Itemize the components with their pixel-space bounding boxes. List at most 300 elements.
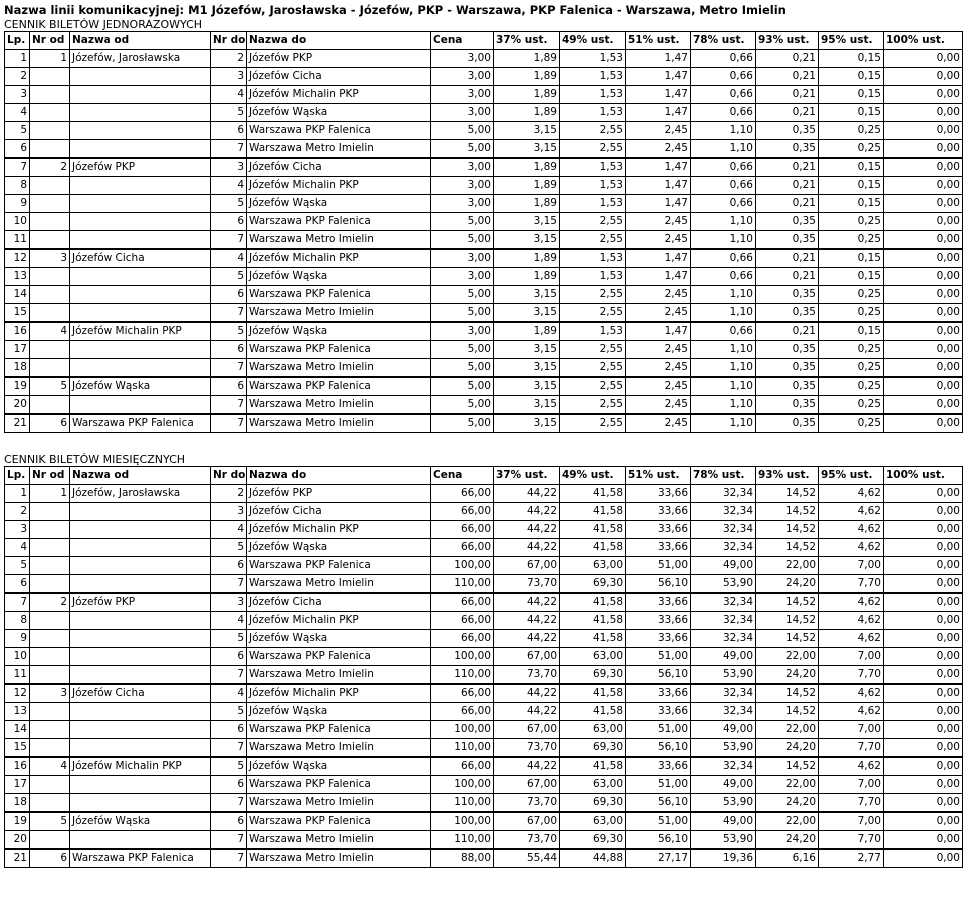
cell-price: 1,10 xyxy=(691,396,756,415)
cell-price: 0,25 xyxy=(819,396,884,415)
cell-nazwa-od: Warszawa PKP Falenica xyxy=(70,849,211,868)
cell-lp: 17 xyxy=(5,341,30,359)
cell-price: 2,45 xyxy=(626,122,691,140)
table-row xyxy=(5,849,963,868)
table-row xyxy=(5,666,963,685)
cell-price: 100,00 xyxy=(431,721,494,739)
cell-nr-od xyxy=(30,521,70,539)
cell-price: 67,00 xyxy=(494,776,560,794)
column-header: Nazwa do xyxy=(247,467,431,485)
cell-nr-od: 3 xyxy=(30,684,70,703)
cell-nazwa-do: Józefów PKP xyxy=(247,50,431,68)
cell-price: 0,00 xyxy=(884,776,963,794)
cell-price: 0,25 xyxy=(819,414,884,433)
cell-price: 1,53 xyxy=(560,177,626,195)
cell-nr-do: 5 xyxy=(211,757,247,776)
cell-nazwa-do: Warszawa PKP Falenica xyxy=(247,377,431,396)
cell-price: 49,00 xyxy=(691,721,756,739)
cell-nazwa-od: Józefów Michalin PKP xyxy=(70,757,211,776)
cell-price: 44,22 xyxy=(494,703,560,721)
cell-price: 1,89 xyxy=(494,268,560,286)
cell-price: 1,10 xyxy=(691,213,756,231)
cell-nr-od xyxy=(30,268,70,286)
cell-price: 67,00 xyxy=(494,557,560,575)
cell-price: 2,45 xyxy=(626,140,691,159)
cell-price: 5,00 xyxy=(431,286,494,304)
cell-nr-do: 5 xyxy=(211,630,247,648)
cell-nazwa-od xyxy=(70,539,211,557)
cell-nazwa-od: Józefów, Jarosławska xyxy=(70,485,211,503)
cell-price: 1,53 xyxy=(560,68,626,86)
cell-nazwa-do: Warszawa PKP Falenica xyxy=(247,812,431,831)
cell-price: 1,89 xyxy=(494,50,560,68)
cell-nazwa-od xyxy=(70,831,211,850)
cell-price: 110,00 xyxy=(431,666,494,685)
cell-lp: 20 xyxy=(5,831,30,850)
cell-nr-do: 4 xyxy=(211,249,247,268)
cell-price: 0,21 xyxy=(756,104,819,122)
cell-nr-od xyxy=(30,831,70,850)
cell-price: 32,34 xyxy=(691,503,756,521)
cell-price: 1,10 xyxy=(691,359,756,378)
column-header: Lp. xyxy=(5,32,30,50)
table-row xyxy=(5,122,963,140)
table-row xyxy=(5,231,963,250)
cell-price: 0,00 xyxy=(884,831,963,850)
cell-price: 32,34 xyxy=(691,612,756,630)
cell-price: 0,15 xyxy=(819,50,884,68)
cell-nazwa-od xyxy=(70,177,211,195)
cell-nazwa-od xyxy=(70,341,211,359)
cell-price: 22,00 xyxy=(756,557,819,575)
cell-nazwa-od xyxy=(70,521,211,539)
cell-price: 69,30 xyxy=(560,831,626,850)
table-row xyxy=(5,286,963,304)
cell-nr-od xyxy=(30,122,70,140)
cell-price: 0,15 xyxy=(819,104,884,122)
cell-price: 53,90 xyxy=(691,575,756,594)
cell-price: 1,10 xyxy=(691,377,756,396)
cell-price: 0,66 xyxy=(691,249,756,268)
column-header: 93% ust. xyxy=(756,467,819,485)
cell-nazwa-do: Józefów Wąska xyxy=(247,703,431,721)
cell-nr-do: 7 xyxy=(211,849,247,868)
cell-nr-do: 3 xyxy=(211,158,247,177)
cell-price: 0,00 xyxy=(884,86,963,104)
cell-nr-od xyxy=(30,703,70,721)
cell-nr-od xyxy=(30,794,70,813)
cell-price: 41,58 xyxy=(560,539,626,557)
cell-price: 0,66 xyxy=(691,104,756,122)
cell-lp: 1 xyxy=(5,50,30,68)
table-row xyxy=(5,739,963,758)
cell-price: 3,00 xyxy=(431,68,494,86)
cell-price: 1,47 xyxy=(626,50,691,68)
cell-price: 7,70 xyxy=(819,831,884,850)
cell-price: 0,00 xyxy=(884,213,963,231)
cell-nr-do: 7 xyxy=(211,414,247,433)
cell-price: 69,30 xyxy=(560,739,626,758)
cell-lp: 20 xyxy=(5,396,30,415)
cell-price: 0,00 xyxy=(884,703,963,721)
cell-nr-od: 4 xyxy=(30,322,70,341)
cell-price: 66,00 xyxy=(431,503,494,521)
cell-nazwa-od xyxy=(70,268,211,286)
section-title: CENNIK BILETÓW MIESIĘCZNYCH xyxy=(4,453,186,466)
cell-price: 44,22 xyxy=(494,539,560,557)
cell-nr-od xyxy=(30,231,70,250)
cell-nazwa-do: Warszawa Metro Imielin xyxy=(247,739,431,758)
cell-price: 0,00 xyxy=(884,812,963,831)
table-row xyxy=(5,575,963,594)
cell-price: 0,00 xyxy=(884,485,963,503)
cell-price: 1,89 xyxy=(494,322,560,341)
cell-price: 1,53 xyxy=(560,158,626,177)
cell-price: 5,00 xyxy=(431,231,494,250)
cell-nr-do: 6 xyxy=(211,341,247,359)
cell-lp: 13 xyxy=(5,703,30,721)
cell-price: 0,00 xyxy=(884,104,963,122)
cell-price: 0,35 xyxy=(756,414,819,433)
cell-price: 0,35 xyxy=(756,231,819,250)
cell-nazwa-do: Józefów Cicha xyxy=(247,158,431,177)
cell-price: 3,15 xyxy=(494,140,560,159)
cell-price: 0,00 xyxy=(884,177,963,195)
cell-nr-do: 5 xyxy=(211,322,247,341)
cell-nazwa-od xyxy=(70,195,211,213)
cell-nazwa-od xyxy=(70,122,211,140)
cell-price: 44,22 xyxy=(494,684,560,703)
cell-nr-do: 4 xyxy=(211,177,247,195)
price-table xyxy=(4,466,963,868)
cell-lp: 4 xyxy=(5,104,30,122)
cell-nr-od xyxy=(30,776,70,794)
cell-nazwa-od xyxy=(70,557,211,575)
cell-price: 3,15 xyxy=(494,231,560,250)
cell-price: 4,62 xyxy=(819,539,884,557)
cell-price: 0,15 xyxy=(819,268,884,286)
column-header: Nazwa do xyxy=(247,32,431,50)
cell-nazwa-od xyxy=(70,503,211,521)
cell-nr-od xyxy=(30,666,70,685)
cell-price: 73,70 xyxy=(494,794,560,813)
cell-price: 14,52 xyxy=(756,684,819,703)
cell-nr-do: 6 xyxy=(211,377,247,396)
cell-price: 27,17 xyxy=(626,849,691,868)
cell-price: 4,62 xyxy=(819,503,884,521)
cell-nr-do: 6 xyxy=(211,812,247,831)
cell-price: 2,55 xyxy=(560,231,626,250)
cell-nr-od xyxy=(30,648,70,666)
cell-price: 32,34 xyxy=(691,593,756,612)
table-row xyxy=(5,268,963,286)
cell-nazwa-do: Warszawa Metro Imielin xyxy=(247,666,431,685)
cell-price: 2,45 xyxy=(626,231,691,250)
cell-nr-od xyxy=(30,304,70,323)
cell-price: 0,35 xyxy=(756,140,819,159)
cell-price: 1,10 xyxy=(691,341,756,359)
cell-price: 0,21 xyxy=(756,86,819,104)
cell-price: 14,52 xyxy=(756,593,819,612)
table-row xyxy=(5,304,963,323)
cell-nazwa-od xyxy=(70,739,211,758)
cell-price: 0,00 xyxy=(884,849,963,868)
table-row xyxy=(5,104,963,122)
cell-price: 0,66 xyxy=(691,177,756,195)
cell-price: 44,88 xyxy=(560,849,626,868)
cell-price: 24,20 xyxy=(756,739,819,758)
cell-price: 69,30 xyxy=(560,666,626,685)
cell-price: 24,20 xyxy=(756,831,819,850)
cell-nr-od xyxy=(30,557,70,575)
cell-price: 0,00 xyxy=(884,304,963,323)
table-row xyxy=(5,557,963,575)
cell-lp: 2 xyxy=(5,503,30,521)
cell-price: 1,47 xyxy=(626,104,691,122)
cell-nazwa-od xyxy=(70,68,211,86)
cell-lp: 12 xyxy=(5,684,30,703)
cell-price: 24,20 xyxy=(756,575,819,594)
cell-price: 0,66 xyxy=(691,68,756,86)
cell-price: 56,10 xyxy=(626,794,691,813)
table-row xyxy=(5,86,963,104)
cell-nr-od xyxy=(30,104,70,122)
cell-nr-do: 6 xyxy=(211,776,247,794)
cell-price: 3,00 xyxy=(431,104,494,122)
cell-price: 0,35 xyxy=(756,213,819,231)
cell-nr-do: 4 xyxy=(211,684,247,703)
cell-price: 110,00 xyxy=(431,831,494,850)
cell-price: 33,66 xyxy=(626,630,691,648)
cell-price: 19,36 xyxy=(691,849,756,868)
cell-price: 0,25 xyxy=(819,231,884,250)
cell-nr-do: 4 xyxy=(211,86,247,104)
cell-nazwa-od xyxy=(70,213,211,231)
cell-nr-do: 6 xyxy=(211,213,247,231)
cell-price: 33,66 xyxy=(626,757,691,776)
cell-lp: 13 xyxy=(5,268,30,286)
cell-price: 0,00 xyxy=(884,539,963,557)
cell-nr-od xyxy=(30,630,70,648)
cell-price: 88,00 xyxy=(431,849,494,868)
cell-price: 33,66 xyxy=(626,539,691,557)
cell-lp: 5 xyxy=(5,557,30,575)
cell-price: 2,45 xyxy=(626,396,691,415)
column-header: Cena xyxy=(431,32,494,50)
cell-price: 33,66 xyxy=(626,485,691,503)
cell-price: 63,00 xyxy=(560,648,626,666)
cell-nr-do: 7 xyxy=(211,831,247,850)
cell-lp: 16 xyxy=(5,757,30,776)
cell-price: 63,00 xyxy=(560,776,626,794)
cell-price: 5,00 xyxy=(431,414,494,433)
cell-price: 14,52 xyxy=(756,703,819,721)
cell-price: 100,00 xyxy=(431,648,494,666)
cell-price: 3,15 xyxy=(494,286,560,304)
cell-price: 7,00 xyxy=(819,721,884,739)
cell-price: 3,00 xyxy=(431,177,494,195)
cell-price: 110,00 xyxy=(431,575,494,594)
cell-price: 24,20 xyxy=(756,666,819,685)
cell-nazwa-do: Józefów Wąska xyxy=(247,630,431,648)
cell-price: 1,47 xyxy=(626,177,691,195)
cell-price: 0,00 xyxy=(884,757,963,776)
column-header: 93% ust. xyxy=(756,32,819,50)
table-row xyxy=(5,68,963,86)
cell-price: 69,30 xyxy=(560,794,626,813)
cell-nazwa-do: Warszawa Metro Imielin xyxy=(247,849,431,868)
cell-nazwa-do: Warszawa Metro Imielin xyxy=(247,396,431,415)
cell-price: 56,10 xyxy=(626,831,691,850)
column-header: 95% ust. xyxy=(819,32,884,50)
cell-nr-od xyxy=(30,140,70,159)
cell-price: 3,15 xyxy=(494,213,560,231)
cell-nazwa-do: Józefów Michalin PKP xyxy=(247,521,431,539)
cell-price: 1,10 xyxy=(691,122,756,140)
section-gap xyxy=(4,433,975,453)
cell-nazwa-od xyxy=(70,721,211,739)
table-row xyxy=(5,812,963,831)
cell-price: 44,22 xyxy=(494,612,560,630)
cell-price: 0,21 xyxy=(756,177,819,195)
cell-price: 2,55 xyxy=(560,304,626,323)
cell-price: 22,00 xyxy=(756,812,819,831)
cell-price: 0,21 xyxy=(756,268,819,286)
cell-nr-od xyxy=(30,359,70,378)
column-header: 78% ust. xyxy=(691,467,756,485)
cell-nr-od xyxy=(30,396,70,415)
cell-price: 0,15 xyxy=(819,249,884,268)
table-row xyxy=(5,322,963,341)
cell-nazwa-do: Józefów Wąska xyxy=(247,322,431,341)
cell-nr-do: 7 xyxy=(211,575,247,594)
cell-price: 3,15 xyxy=(494,304,560,323)
cell-price: 0,25 xyxy=(819,304,884,323)
cell-price: 66,00 xyxy=(431,703,494,721)
cell-nr-od: 2 xyxy=(30,158,70,177)
cell-nazwa-od: Józefów Wąska xyxy=(70,377,211,396)
cell-price: 1,47 xyxy=(626,268,691,286)
cell-nr-do: 6 xyxy=(211,286,247,304)
cell-price: 1,53 xyxy=(560,322,626,341)
cell-nazwa-od xyxy=(70,703,211,721)
column-header: 95% ust. xyxy=(819,467,884,485)
column-header: 78% ust. xyxy=(691,32,756,50)
cell-nazwa-od: Józefów PKP xyxy=(70,593,211,612)
cell-nazwa-do: Warszawa Metro Imielin xyxy=(247,304,431,323)
cell-price: 0,00 xyxy=(884,575,963,594)
cell-price: 4,62 xyxy=(819,684,884,703)
cell-price: 66,00 xyxy=(431,521,494,539)
cell-price: 32,34 xyxy=(691,539,756,557)
cell-lp: 14 xyxy=(5,721,30,739)
cell-price: 49,00 xyxy=(691,557,756,575)
cell-price: 51,00 xyxy=(626,557,691,575)
cell-price: 66,00 xyxy=(431,485,494,503)
cell-price: 0,00 xyxy=(884,122,963,140)
cell-price: 1,10 xyxy=(691,286,756,304)
cell-nr-do: 5 xyxy=(211,703,247,721)
table-row xyxy=(5,359,963,378)
cell-price: 0,21 xyxy=(756,68,819,86)
cell-price: 1,47 xyxy=(626,86,691,104)
cell-price: 63,00 xyxy=(560,721,626,739)
cell-price: 3,00 xyxy=(431,195,494,213)
cell-nazwa-do: Warszawa Metro Imielin xyxy=(247,140,431,159)
price-table xyxy=(4,31,963,433)
table-row xyxy=(5,593,963,612)
cell-price: 5,00 xyxy=(431,359,494,378)
table-row xyxy=(5,630,963,648)
cell-lp: 19 xyxy=(5,812,30,831)
cell-price: 63,00 xyxy=(560,557,626,575)
table-row xyxy=(5,377,963,396)
cell-price: 0,15 xyxy=(819,86,884,104)
cell-price: 51,00 xyxy=(626,812,691,831)
cell-price: 7,00 xyxy=(819,648,884,666)
cell-price: 1,89 xyxy=(494,86,560,104)
cell-nazwa-do: Warszawa PKP Falenica xyxy=(247,648,431,666)
cell-nr-od: 1 xyxy=(30,485,70,503)
cell-nazwa-do: Warszawa Metro Imielin xyxy=(247,794,431,813)
cell-nazwa-do: Warszawa Metro Imielin xyxy=(247,575,431,594)
cell-price: 0,00 xyxy=(884,50,963,68)
cell-price: 0,15 xyxy=(819,177,884,195)
table-row xyxy=(5,703,963,721)
cell-price: 0,21 xyxy=(756,249,819,268)
cell-price: 3,00 xyxy=(431,50,494,68)
cell-price: 66,00 xyxy=(431,757,494,776)
cell-price: 0,00 xyxy=(884,593,963,612)
section-title: CENNIK BILETÓW JEDNORAZOWYCH xyxy=(4,18,203,31)
cell-price: 2,77 xyxy=(819,849,884,868)
cell-lp: 19 xyxy=(5,377,30,396)
cell-price: 0,00 xyxy=(884,231,963,250)
cell-price: 1,47 xyxy=(626,195,691,213)
cell-nazwa-od xyxy=(70,104,211,122)
cell-nr-do: 3 xyxy=(211,593,247,612)
cell-price: 14,52 xyxy=(756,630,819,648)
cell-price: 32,34 xyxy=(691,703,756,721)
cell-price: 0,00 xyxy=(884,268,963,286)
cell-price: 1,89 xyxy=(494,249,560,268)
cell-price: 41,58 xyxy=(560,757,626,776)
cell-price: 4,62 xyxy=(819,612,884,630)
cell-nazwa-do: Warszawa Metro Imielin xyxy=(247,359,431,378)
cell-price: 4,62 xyxy=(819,703,884,721)
cell-nr-od: 6 xyxy=(30,849,70,868)
cell-price: 0,00 xyxy=(884,630,963,648)
cell-price: 0,15 xyxy=(819,68,884,86)
cell-price: 0,35 xyxy=(756,341,819,359)
cell-nr-od xyxy=(30,503,70,521)
cell-price: 14,52 xyxy=(756,612,819,630)
cell-nazwa-od: Józefów Michalin PKP xyxy=(70,322,211,341)
cell-price: 4,62 xyxy=(819,485,884,503)
cell-price: 0,00 xyxy=(884,666,963,685)
cell-price: 0,00 xyxy=(884,249,963,268)
cell-nr-od: 5 xyxy=(30,377,70,396)
cell-price: 5,00 xyxy=(431,122,494,140)
cell-nazwa-do: Warszawa PKP Falenica xyxy=(247,213,431,231)
cell-price: 56,10 xyxy=(626,575,691,594)
cell-lp: 7 xyxy=(5,593,30,612)
cell-price: 7,70 xyxy=(819,666,884,685)
cell-price: 41,58 xyxy=(560,703,626,721)
cell-price: 0,35 xyxy=(756,286,819,304)
cell-nr-od xyxy=(30,286,70,304)
cell-price: 1,53 xyxy=(560,86,626,104)
